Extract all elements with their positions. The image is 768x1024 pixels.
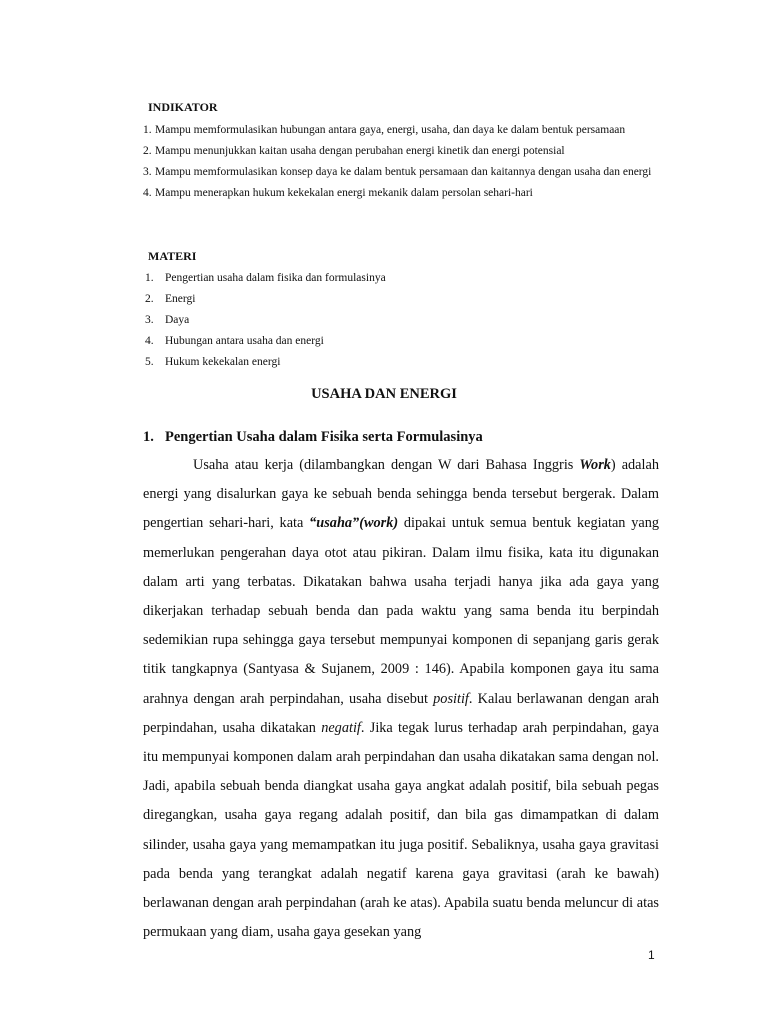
paragraph-text: Usaha atau kerja (dilambangkan dengan W dari Bahasa Inggris	[193, 457, 580, 473]
paragraph-text: . Jika tegak lurus terhadap arah perpindahan, gaya itu mempunyai komponen dalam arah perpindahan dan usaha dikatakan sama dengan nol. Jadi, apabila sebuah benda diangkat usaha gaya angkat adalah positif, bila sebuah pegas diregangkan, usaha gaya regang adalah positif, dan bila gas dimampatkan di dalam silinder, usaha gaya yang memampatkan itu juga positif. Sebaliknya, usaha gaya gravitasi pada benda yang terangkat adalah negatif karena gaya gravitasi (arah ke bawah) berlawanan dengan arah perpindahan (arah ke atas). Apabila suatu benda meluncur di atas permukaan yang diam, usaha gaya gesekan yang	[143, 719, 660, 941]
list-number: 2.	[143, 145, 152, 157]
indikator-heading: INDIKATOR	[148, 100, 218, 114]
list-item	[145, 310, 545, 331]
page-number: 1	[648, 948, 655, 962]
list-number: 2.	[145, 293, 154, 305]
list-item	[143, 162, 663, 183]
list-text: Pengertian usaha dalam fisika dan formulasinya	[165, 272, 386, 284]
list-item	[145, 331, 545, 352]
materi-list	[145, 268, 545, 373]
term-usaha: “usaha”(work)	[309, 515, 399, 532]
indikator-list	[143, 120, 663, 204]
list-text: Hubungan antara usaha dan energi	[165, 335, 324, 347]
paragraph-text: . Kalau berlawanan dengan arah perpindahan, usaha dikatakan	[143, 690, 659, 736]
list-item	[143, 141, 663, 162]
term-negatif: negatif	[321, 719, 361, 736]
materi-heading: MATERI	[148, 249, 197, 263]
list-text: Daya	[165, 314, 190, 326]
list-number: 3.	[145, 314, 154, 326]
list-number: 4.	[145, 335, 154, 347]
paragraph-text: ) adalah energi yang disalurkan gaya ke sebuah benda sehingga benda tersebut bergerak. Dalam pengertian sehari-hari, kata	[143, 457, 659, 532]
list-item	[143, 183, 663, 204]
term-positif: positif	[433, 690, 469, 707]
list-number: 3.	[143, 166, 152, 178]
list-number: 5.	[145, 356, 154, 368]
list-text: Mampu memformulasikan hubungan antara gaya, energi, usaha, dan daya ke dalam bentuk persamaan	[155, 124, 626, 136]
list-text: Hukum kekekalan energi	[165, 356, 281, 368]
list-item	[145, 352, 545, 373]
section-heading	[143, 429, 483, 446]
body-paragraph	[143, 451, 659, 947]
list-number: 1.	[143, 124, 152, 136]
list-number: 4.	[143, 187, 152, 199]
page-title: USAHA DAN ENERGI	[311, 386, 457, 402]
list-item	[143, 120, 663, 141]
list-item	[145, 268, 545, 289]
section-number: 1.	[143, 429, 154, 445]
section-title-text: Pengertian Usaha dalam Fisika serta Formulasinya	[165, 429, 483, 445]
list-text: Mampu menunjukkan kaitan usaha dengan perubahan energi kinetik dan energi potensial	[155, 145, 565, 157]
list-text: Energi	[165, 293, 196, 305]
list-text: Mampu menerapkan hukum kekekalan energi mekanik dalam persolan sehari-hari	[155, 187, 533, 199]
list-text: Mampu memformulasikan konsep daya ke dalam bentuk persamaan dan kaitannya dengan usaha dan energi	[155, 166, 652, 178]
term-work: Work	[579, 457, 611, 473]
list-item	[145, 289, 545, 310]
list-number: 1.	[145, 272, 154, 284]
paragraph-text: dipakai untuk semua bentuk kegiatan yang memerlukan pengerahan daya otot atau pikiran. Dalam ilmu fisika, kata itu digunakan dalam arti yang terbatas. Dikatakan bahwa usaha terjadi hanya jika ada gaya yang dikerjakan terhadap sebuah benda dan pada waktu yang sama benda itu berpindah sedemikian rupa sehingga gaya tersebut mempunyai komponen di sepanjang garis gerak titik tangkapnya (Santyasa & Sujanem, 2009 : 146). Apabila komponen gaya itu sama arahnya dengan arah perpindahan, usaha disebut	[143, 515, 659, 707]
